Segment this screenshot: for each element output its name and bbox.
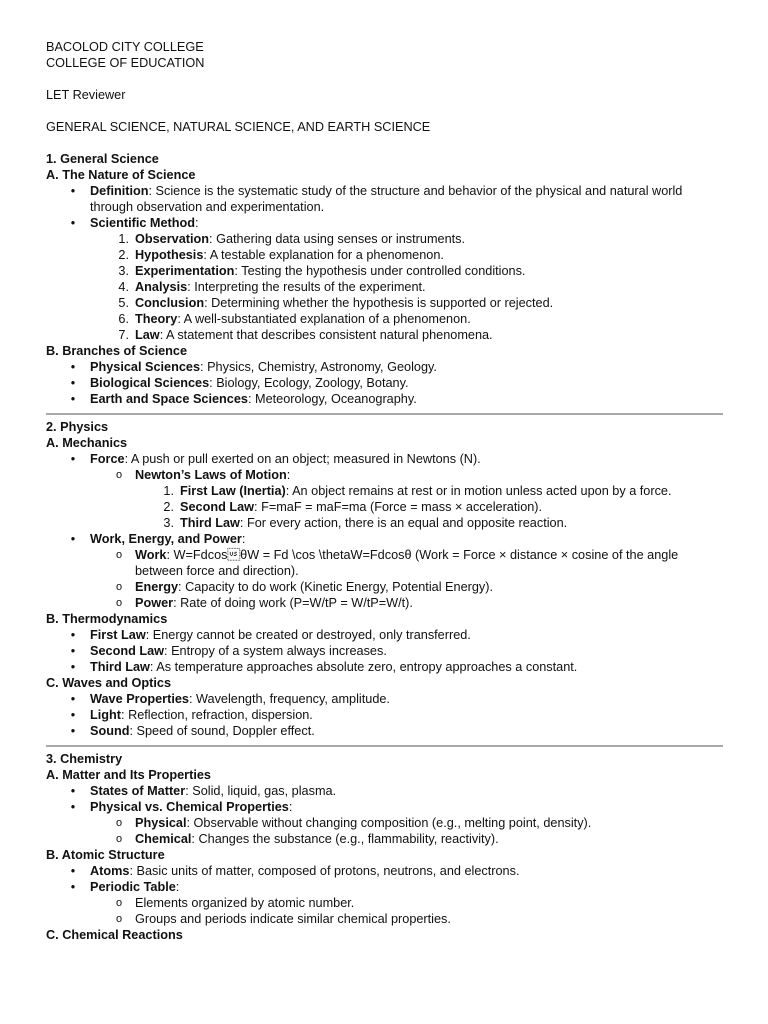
list-item [70,723,723,739]
item-label: States of Matter [90,784,186,798]
number-marker: 4. [118,280,129,294]
item-text: : Interpreting the results of the experiment. [187,280,426,294]
number-marker: 3. [118,264,129,278]
item-text: Groups and periods indicate similar chemical properties. [135,912,451,926]
periodic-table-sublist [90,895,723,927]
item-label: Energy [135,580,179,594]
list-item [118,247,723,263]
atomic-list [46,863,723,927]
item-label: Observation [135,232,210,246]
item-label: Physical Sciences [90,360,201,374]
item-text: : As temperature approaches absolute zero, entropy approaches a constant. [149,660,578,674]
item-label: Power [135,596,174,610]
item-label: Hypothesis [135,248,204,262]
waves-list [46,691,723,739]
subsection-matter: A. Matter and Its Properties [46,768,211,782]
subsection-mechanics: A. Mechanics [46,436,128,450]
item-text: : Physics, Chemistry, Astronomy, Geology. [200,360,437,374]
number-marker: 2. [163,500,174,514]
item-label: Earth and Space Sciences [90,392,248,406]
properties-sublist [90,815,723,847]
item-text: : F=maF = maF=ma (Force = mass × acceleration). [254,500,543,514]
bullet-marker: • [70,692,76,706]
list-item [70,659,723,675]
number-marker: 3. [163,516,174,530]
bullet-marker: • [70,628,76,642]
nature-list [46,183,723,343]
item-text: : Reflection, refraction, dispersion. [121,708,313,722]
bullet-marker: • [70,864,76,878]
item-text: : Entropy of a system always increases. [164,644,387,658]
item-text: : Determining whether the hypothesis is supported or rejected. [204,296,554,310]
list-item [115,815,723,831]
list-item [70,879,723,927]
list-item [70,627,723,643]
item-label: Chemical [135,832,192,846]
bullet-marker: • [70,184,76,198]
subsection-thermodynamics: B. Thermodynamics [46,612,168,626]
item-label: Second Law [90,644,165,658]
list-item [163,515,723,531]
subject-title: GENERAL SCIENCE, NATURAL SCIENCE, AND EARTH SCIENCE [46,120,431,134]
list-item [70,691,723,707]
subsection-waves-and-optics: C. Waves and Optics [46,676,172,690]
item-label: Work, Energy, and Power [90,532,242,546]
item-label: Physical vs. Chemical Properties [90,800,289,814]
item-label: Biological Sciences [90,376,210,390]
item-label: Law [135,328,160,342]
bullet-marker: • [70,784,76,798]
thermodynamics-list [46,627,723,675]
list-item [70,375,723,391]
number-marker: 1. [163,484,174,498]
item-text: : A well-substantiated explanation of a phenomenon. [177,312,471,326]
section-divider [46,745,723,747]
item-label: Analysis [135,280,188,294]
item-text: : W=Fdcos θW = Fd \cos \thetaW=Fdcosθ (Work = Force × distance × cosine of the angle between force and direction). [135,548,679,578]
item-text: : Solid, liquid, gas, plasma. [185,784,337,798]
item-text: : Gathering data using senses or instruments. [209,232,466,246]
item-label: Atoms [90,864,130,878]
list-item [118,295,723,311]
item-text: : [286,468,291,482]
circle-marker: o [115,581,123,593]
mechanics-list [46,451,723,611]
list-item [163,483,723,499]
circle-marker: o [115,817,123,829]
bullet-marker: • [70,800,76,814]
bullet-marker: • [70,392,76,406]
list-item [118,279,723,295]
item-text: : For every action, there is an equal and opposite reaction. [239,516,568,530]
bullet-marker: • [70,360,76,374]
list-item [115,911,723,927]
college-name: BACOLOD CITY COLLEGE [46,40,204,54]
number-marker: 5. [118,296,129,310]
reviewer-title: LET Reviewer [46,88,126,102]
item-text: : Rate of doing work (P=W/tP = W/tP=W/t). [173,596,413,610]
number-marker: 2. [118,248,129,262]
bullet-marker: • [70,532,76,546]
list-item [70,783,723,799]
item-text: : Basic units of matter, composed of protons, neutrons, and electrons. [129,864,520,878]
bullet-marker: • [70,660,76,674]
bullet-marker: • [70,216,76,230]
list-item [70,215,723,343]
item-label: Sound [90,724,130,738]
item-label: Force [90,452,125,466]
bullet-marker: • [70,880,76,894]
item-text: : Biology, Ecology, Zoology, Botany. [209,376,409,390]
list-item [163,499,723,515]
item-text: : [241,532,246,546]
bullet-marker: • [70,724,76,738]
newton-laws-list [135,483,723,531]
list-item [115,579,723,595]
item-label: Work [135,548,167,562]
item-label: First Law [90,628,146,642]
item-label: Experimentation [135,264,235,278]
list-item [70,531,723,611]
list-item [70,799,723,847]
section-divider [46,413,723,415]
item-label: Newton’s Laws of Motion [135,468,287,482]
item-text: : [288,800,293,814]
item-text: Elements organized by atomic number. [135,896,355,910]
circle-marker: o [115,469,123,481]
work-energy-power-sublist [90,547,723,611]
list-item [115,547,723,579]
circle-marker: o [115,597,123,609]
list-item [115,595,723,611]
item-text: : Testing the hypothesis under controlled conditions. [234,264,526,278]
list-item [118,231,723,247]
number-marker: 7. [118,328,129,342]
item-text: : Energy cannot be created or destroyed, only transferred. [145,628,471,642]
list-item [118,311,723,327]
subsection-chemical-reactions: C. Chemical Reactions [46,928,183,942]
item-label: First Law (Inertia) [180,484,286,498]
item-text: : [175,880,180,894]
item-label: Third Law [180,516,240,530]
item-label: Theory [135,312,178,326]
circle-marker: o [115,549,123,561]
list-item [118,263,723,279]
item-text: : A statement that describes consistent natural phenomena. [159,328,493,342]
circle-marker: o [115,833,123,845]
subsection-branches-of-science: B. Branches of Science [46,344,188,358]
item-text: : A push or pull exerted on an object; measured in Newtons (N). [124,452,481,466]
item-label: Definition [90,184,149,198]
branches-list [46,359,723,407]
list-item [118,327,723,343]
section-physics: 2. Physics [46,420,109,434]
list-item [70,391,723,407]
list-item [70,451,723,531]
item-label: Third Law [90,660,150,674]
list-item [70,183,723,215]
item-text: : Meteorology, Oceanography. [247,392,417,406]
list-item [115,467,723,531]
number-marker: 6. [118,312,129,326]
item-text: : Speed of sound, Doppler effect. [129,724,315,738]
list-item [115,895,723,911]
list-item [70,863,723,879]
item-label: Light [90,708,122,722]
item-text: : Wavelength, frequency, amplitude. [188,692,390,706]
bullet-marker: • [70,708,76,722]
circle-marker: o [115,913,123,925]
item-text: : Capacity to do work (Kinetic Energy, Potential Energy). [178,580,493,594]
list-item [115,831,723,847]
scientific-method-steps [90,231,723,343]
list-item [70,643,723,659]
item-text: : Observable without changing composition (e.g., melting point, density). [186,816,592,830]
item-label: Physical [135,816,187,830]
list-item [70,359,723,375]
item-label: Wave Properties [90,692,189,706]
section-general-science: 1. General Science [46,152,159,166]
subsection-nature-of-science: A. The Nature of Science [46,168,196,182]
item-label: Second Law [180,500,255,514]
item-label: Conclusion [135,296,205,310]
list-item [70,707,723,723]
item-text: : Science is the systematic study of the structure and behavior of the physical and natural world through observation and experimentation. [90,184,683,214]
item-text: : An object remains at rest or in motion unless acted upon by a force. [285,484,672,498]
item-text: : A testable explanation for a phenomenon. [203,248,444,262]
item-text: : Changes the substance (e.g., flammability, reactivity). [191,832,499,846]
bullet-marker: • [70,376,76,390]
item-label: Periodic Table [90,880,176,894]
bullet-marker: • [70,644,76,658]
section-chemistry: 3. Chemistry [46,752,123,766]
matter-list [46,783,723,847]
department-name: COLLEGE OF EDUCATION [46,56,205,70]
item-label: Scientific Method [90,216,196,230]
subsection-atomic-structure: B. Atomic Structure [46,848,165,862]
bullet-marker: • [70,452,76,466]
number-marker: 1. [118,232,129,246]
item-text: : [195,216,199,230]
force-sublist [90,467,723,531]
circle-marker: o [115,897,123,909]
